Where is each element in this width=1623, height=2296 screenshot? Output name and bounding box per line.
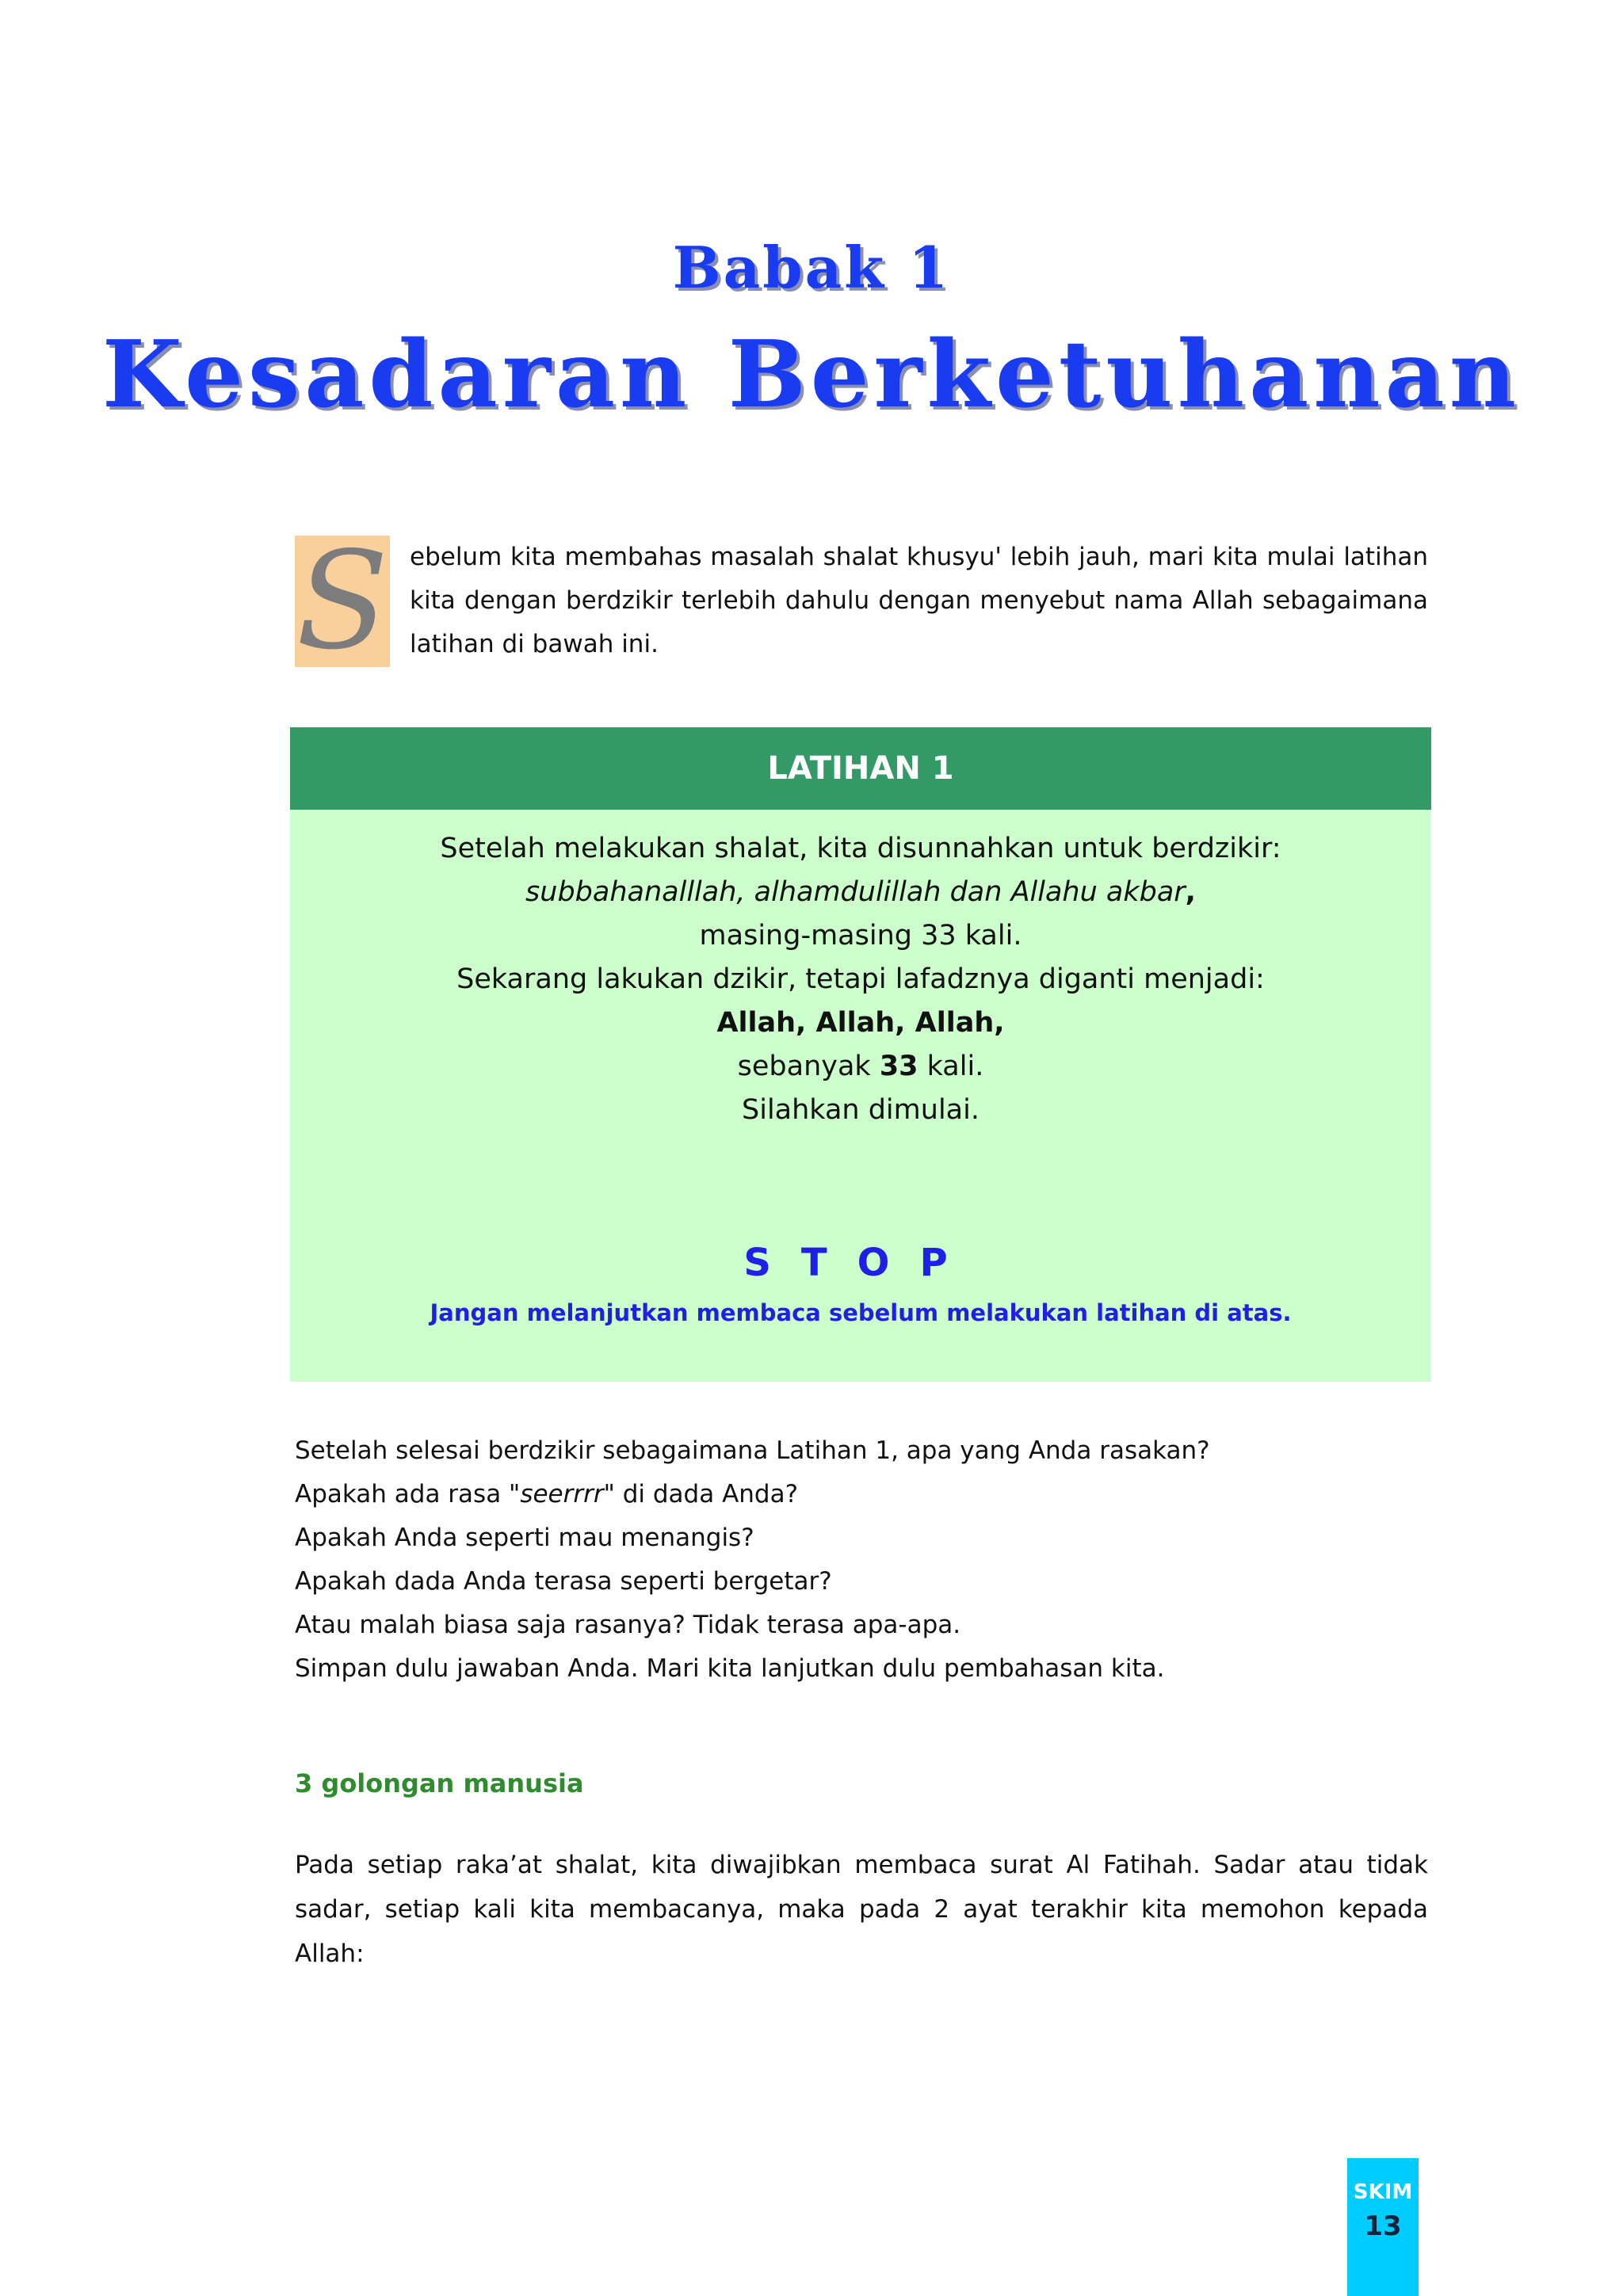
stop-note: Jangan melanjutkan membaca sebelum melakukan latihan di atas. — [430, 1299, 1292, 1326]
latihan-box — [290, 727, 1431, 1382]
intro-paragraph — [295, 523, 1428, 680]
comma: , — [1185, 876, 1196, 908]
question-line — [295, 1473, 1428, 1516]
question-line: Atau malah biasa saja rasanya? Tidak terasa apa-apa. — [295, 1611, 961, 1639]
latihan-line-allah: Allah, Allah, Allah, — [716, 1007, 1005, 1039]
text: " di dada Anda? — [603, 1480, 799, 1508]
latihan-line — [290, 1045, 1431, 1089]
latihan-line — [290, 871, 1431, 914]
section-title: 3 golongan manusia — [295, 1768, 584, 1798]
brand-label: SKIM — [1353, 2180, 1413, 2204]
section-paragraph: Pada setiap raka’at shalat, kita diwajibkan membaca surat Al Fatihah. Sadar atau tidak sadar, setiap kali kita membacanya, maka pada 2 ayat terakhir kita memohon kepada Allah: — [295, 1851, 1428, 1968]
page-number: 13 — [1364, 2210, 1402, 2242]
text: kali. — [918, 1051, 984, 1082]
latihan-header: LATIHAN 1 — [290, 727, 1431, 810]
text: Apakah ada rasa " — [295, 1480, 521, 1508]
dzikir-phrase: subbahanalllah, alhamdulillah dan Allahu akbar — [525, 876, 1186, 908]
latihan-body — [290, 810, 1431, 1132]
chapter-label: Babak 1 — [672, 234, 951, 301]
question-line: Simpan dulu jawaban Anda. Mari kita lanjutkan dulu pembahasan kita. — [295, 1654, 1165, 1683]
latihan-line: Silahkan dimulai. — [742, 1094, 980, 1126]
text-italic: seerrrr — [520, 1480, 604, 1508]
page-tab — [1347, 2158, 1419, 2296]
latihan-line: Setelah melakukan shalat, kita disunnahkan untuk berdzikir: — [440, 833, 1281, 864]
stop-heading: STOP — [743, 1241, 978, 1285]
chapter-title: Kesadaran Berketuhanan — [101, 321, 1522, 429]
count: 33 — [879, 1051, 918, 1082]
question-line: Apakah dada Anda terasa seperti bergetar? — [295, 1567, 832, 1596]
intro-text: ebelum kita membahas masalah shalat khusyu' lebih jauh, mari kita mulai latihan kita dengan berdzikir terlebih dahulu dengan menyebut nama Allah sebagaimana latihan di bawah ini. — [410, 543, 1428, 658]
text: sebanyak — [737, 1051, 880, 1082]
question-line: Apakah Anda seperti mau menangis? — [295, 1524, 754, 1552]
drop-cap: S — [296, 523, 389, 680]
latihan-line: Sekarang lakukan dzikir, tetapi lafadznya diganti menjadi: — [456, 963, 1265, 995]
latihan-line: masing-masing 33 kali. — [699, 920, 1022, 952]
reflection-questions — [295, 1429, 1428, 1691]
question-line: Setelah selesai berdzikir sebagaimana Latihan 1, apa yang Anda rasakan? — [295, 1436, 1210, 1465]
